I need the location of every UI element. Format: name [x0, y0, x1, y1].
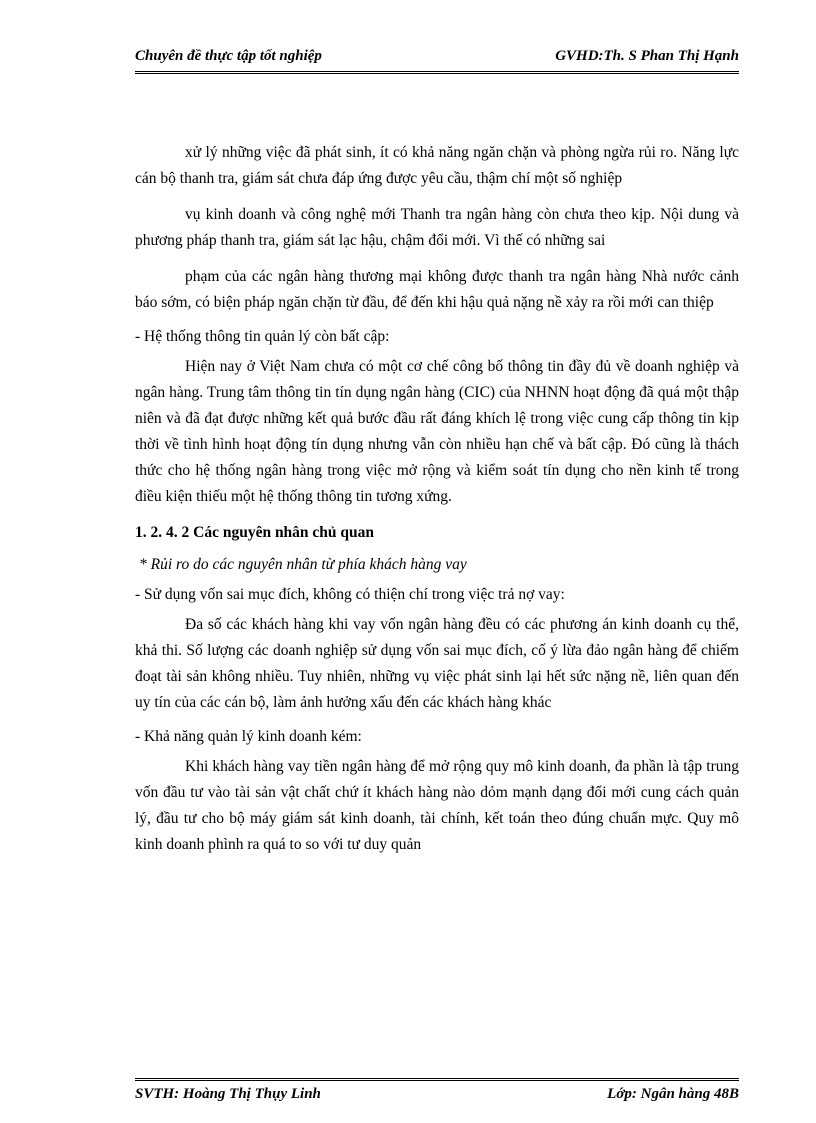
paragraph-information-disclosure: Hiện nay ở Việt Nam chưa có một cơ chế công bố thông tin đầy đủ về doanh nghiệp và ngân hàng. Trung tâm thông tin tín dụng ngân hàng (CIC) của NHNN hoạt động đã quá một thập niên và đã đạt được những kết quả bước đầu rất đáng khích lệ trong việc cung cấp thông tin kịp thời về tình hình hoạt động tín dụng nhưng vẫn còn nhiều hạn chế và bất cập. Đó cũng là thách thức cho hệ thống ngân hàng trong việc mở rộng và kiểm soát tín dụng cho nền kinh tế trong điều kiện thiếu một hệ thống thông tin tương xứng. — [135, 358, 739, 505]
footer-divider — [135, 1078, 739, 1081]
footer-student-name: SVTH: Hoàng Thị Thụy Linh — [135, 1086, 321, 1102]
section-heading: 1. 2. 4. 2 Các nguyên nhân chủ quan — [135, 524, 375, 541]
header-divider — [135, 71, 739, 74]
bullet-information-system: - Hệ thống thông tin quản lý còn bất cập: — [135, 328, 390, 345]
page-body — [135, 140, 739, 858]
subheading-borrower-risk: * Rủi ro do các nguyên nhân từ phía khách hàng vay — [139, 556, 467, 573]
bullet-misuse-of-capital: - Sử dụng vốn sai mục đích, không có thiện chí trong việc trả nợ vay: — [135, 586, 565, 603]
page-header — [135, 48, 739, 72]
bullet-poor-management: - Khả năng quản lý kinh doanh kém: — [135, 728, 362, 745]
paragraph-management-details: Khi khách hàng vay tiền ngân hàng để mở rộng quy mô kinh doanh, đa phần là tập trung vốn đầu tư vào tài sản vật chất chứ ít khách hàng nào dỏm mạnh dạng đổi mới cung cách quản lý, đầu tư cho bộ máy giám sát kinh doanh, tài chính, kết toán theo đúng chuẩn mực. Quy mô kinh doanh phình ra quá to so với tư duy quản — [135, 758, 739, 853]
paragraph-late-intervention: phạm của các ngân hàng thương mại không được thanh tra ngân hàng Nhà nước cảnh báo sớm, có biện pháp ngăn chặn từ đầu, để đến khi hậu quả nặng nề xảy ra rồi mới can thiệp — [135, 268, 739, 311]
footer-class: Lớp: Ngân hàng 48B — [607, 1086, 739, 1102]
paragraph-misuse-details: Đa số các khách hàng khi vay vốn ngân hàng đều có các phương án kinh doanh cụ thể, khả thi. Số lượng các doanh nghiệp sử dụng vốn sai mục đích, cố ý lừa đảo ngân hàng để chiếm đoạt tài sản không nhiều. Tuy nhiên, những vụ việc phát sinh lại hết sức nặng nề, liên quan đến uy tín của các cán bộ, làm ảnh hưởng xấu đến các khách hàng khác — [135, 616, 739, 711]
header-document-title: Chuyên đề thực tập tốt nghiệp — [135, 48, 322, 64]
header-supervisor: GVHD:Th. S Phan Thị Hạnh — [555, 48, 739, 64]
page-footer — [135, 1086, 739, 1110]
paragraph-inspection-methods: vụ kinh doanh và công nghệ mới Thanh tra ngân hàng còn chưa theo kịp. Nội dung và phương pháp thanh tra, giám sát lạc hậu, chậm đổi mới. Vì thế có những sai — [135, 206, 739, 249]
paragraph-inspection-capacity: xử lý những việc đã phát sinh, ít có khả năng ngăn chặn và phòng ngừa rủi ro. Năng lực cán bộ thanh tra, giám sát chưa đáp ứng được yêu cầu, thậm chí một số nghiệp — [135, 144, 739, 187]
